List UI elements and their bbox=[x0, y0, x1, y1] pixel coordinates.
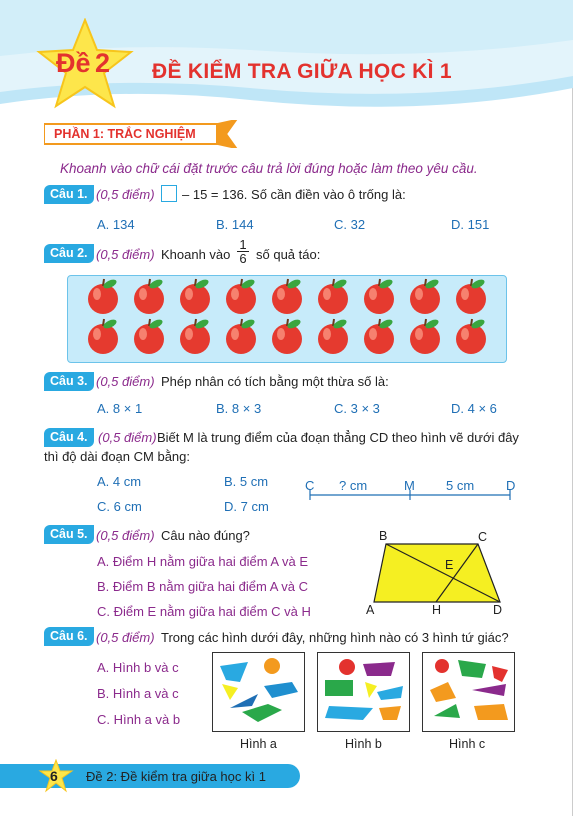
apple-icon[interactable] bbox=[180, 278, 210, 314]
segment-unknown-length: ? cm bbox=[339, 478, 368, 493]
point-e-label: E bbox=[445, 558, 454, 572]
q1-option-a[interactable]: A. 134 bbox=[97, 217, 135, 232]
apple-grid bbox=[67, 275, 507, 363]
q1-option-c[interactable]: C. 32 bbox=[334, 217, 366, 232]
question-6-points: (0,5 điểm) bbox=[96, 630, 155, 645]
q4-option-b[interactable]: B. 5 cm bbox=[224, 474, 269, 489]
apple-icon[interactable] bbox=[410, 318, 440, 354]
figure-c-label: Hình c bbox=[449, 737, 486, 751]
apple-icon[interactable] bbox=[272, 318, 302, 354]
segment-known-length: 5 cm bbox=[446, 478, 475, 493]
answer-blank-box[interactable] bbox=[161, 185, 177, 202]
q5-option-b[interactable]: B. Điểm B nằm giữa hai điểm A và C bbox=[97, 579, 309, 594]
apple-icon[interactable] bbox=[180, 318, 210, 354]
question-4-text-line1: Biết M là trung điểm của đoạn thẳng CD theo hình vẽ dưới đây bbox=[157, 430, 519, 445]
page-title: ĐỀ KIỂM TRA GIỮA HỌC KÌ 1 bbox=[152, 60, 452, 83]
segment-point-c: C bbox=[305, 478, 315, 493]
footer-text: Đề 2: Đề kiểm tra giữa học kì 1 bbox=[86, 769, 266, 784]
q6-option-a[interactable]: A. Hình b và c bbox=[97, 660, 179, 675]
figure-a-shapes[interactable] bbox=[212, 652, 305, 732]
question-3-points: (0,5 điểm) bbox=[96, 374, 155, 389]
figure-a-label: Hình a bbox=[240, 737, 277, 751]
apple-icon[interactable] bbox=[318, 278, 348, 314]
q4-option-c[interactable]: C. 6 cm bbox=[97, 499, 142, 514]
question-6-label: Câu 6. bbox=[44, 627, 94, 646]
apple-icon[interactable] bbox=[272, 278, 302, 314]
segment-point-m: M bbox=[404, 478, 415, 493]
point-d-label: D bbox=[493, 603, 503, 617]
q6-option-c[interactable]: C. Hình a và b bbox=[97, 712, 181, 727]
apple-icon[interactable] bbox=[364, 278, 394, 314]
apple-icon[interactable] bbox=[134, 318, 164, 354]
fraction bbox=[237, 238, 249, 265]
point-c-label: C bbox=[478, 530, 488, 544]
question-3-label: Câu 3. bbox=[44, 372, 94, 391]
badge-word: Đề bbox=[56, 48, 91, 78]
apple-icon[interactable] bbox=[88, 318, 118, 354]
apple-icon[interactable] bbox=[456, 318, 486, 354]
figure-c-shapes[interactable] bbox=[422, 652, 515, 732]
q4-option-a[interactable]: A. 4 cm bbox=[97, 474, 142, 489]
apple-icon[interactable] bbox=[410, 278, 440, 314]
question-2-label: Câu 2. bbox=[44, 244, 94, 263]
q6-option-b[interactable]: B. Hình a và c bbox=[97, 686, 179, 701]
question-1-text: – 15 = 136. Số cần điền vào ô trống là: bbox=[182, 187, 406, 202]
question-5-text: Câu nào đúng? bbox=[161, 528, 250, 543]
fraction-denominator: 6 bbox=[237, 251, 249, 265]
question-4-points: (0,5 điểm) bbox=[98, 430, 157, 445]
question-5-points: (0,5 điểm) bbox=[96, 528, 155, 543]
figure-b-shapes[interactable] bbox=[317, 652, 410, 732]
q4-option-d[interactable]: D. 7 cm bbox=[224, 499, 269, 514]
apple-icon[interactable] bbox=[364, 318, 394, 354]
q3-option-a[interactable]: A. 8 × 1 bbox=[97, 401, 143, 416]
trapezoid-figure bbox=[370, 538, 510, 606]
instruction: Khoanh vào chữ cái đặt trước câu trả lời đúng hoặc làm theo yêu cầu. bbox=[60, 161, 478, 176]
section-label: PHẦN 1: TRẮC NGHIỆM bbox=[54, 127, 196, 141]
apple-icon[interactable] bbox=[226, 278, 256, 314]
apple-icon[interactable] bbox=[226, 318, 256, 354]
point-a-label: A bbox=[366, 603, 375, 617]
question-1-points: (0,5 điểm) bbox=[96, 187, 155, 202]
apple-icon[interactable] bbox=[456, 278, 486, 314]
question-5-label: Câu 5. bbox=[44, 525, 94, 544]
question-6-text: Trong các hình dưới đây, những hình nào có 3 hình tứ giác? bbox=[161, 630, 509, 645]
apple-icon[interactable] bbox=[318, 318, 348, 354]
point-b-label: B bbox=[379, 529, 388, 543]
q5-option-c[interactable]: C. Điểm E nằm giữa hai điểm C và H bbox=[97, 604, 311, 619]
figure-b-label: Hình b bbox=[345, 737, 382, 751]
question-2-text-before: Khoanh vào bbox=[161, 247, 231, 262]
q1-option-b[interactable]: B. 144 bbox=[216, 217, 254, 232]
q3-option-d[interactable]: D. 4 × 6 bbox=[451, 401, 497, 416]
badge-number: 2 bbox=[94, 48, 110, 78]
question-3-text: Phép nhân có tích bằng một thừa số là: bbox=[161, 374, 389, 389]
question-2-text-after: số quả táo: bbox=[256, 247, 321, 262]
question-4-text-line2: thì độ dài đoạn CM bằng: bbox=[44, 449, 190, 464]
exam-number-badge bbox=[56, 48, 146, 79]
q3-option-b[interactable]: B. 8 × 3 bbox=[216, 401, 262, 416]
question-2-points: (0,5 điểm) bbox=[96, 247, 155, 262]
q5-option-a[interactable]: A. Điểm H nằm giữa hai điểm A và E bbox=[97, 554, 309, 569]
page-number: 6 bbox=[50, 768, 58, 784]
q1-option-d[interactable]: D. 151 bbox=[451, 217, 490, 232]
apple-icon[interactable] bbox=[88, 278, 118, 314]
point-h-label: H bbox=[432, 603, 442, 617]
segment-point-d: D bbox=[506, 478, 516, 493]
apple-icon[interactable] bbox=[134, 278, 164, 314]
q3-option-c[interactable]: C. 3 × 3 bbox=[334, 401, 380, 416]
question-1-label: Câu 1. bbox=[44, 185, 94, 204]
fraction-numerator: 1 bbox=[239, 237, 247, 252]
question-4-label: Câu 4. bbox=[44, 428, 94, 447]
